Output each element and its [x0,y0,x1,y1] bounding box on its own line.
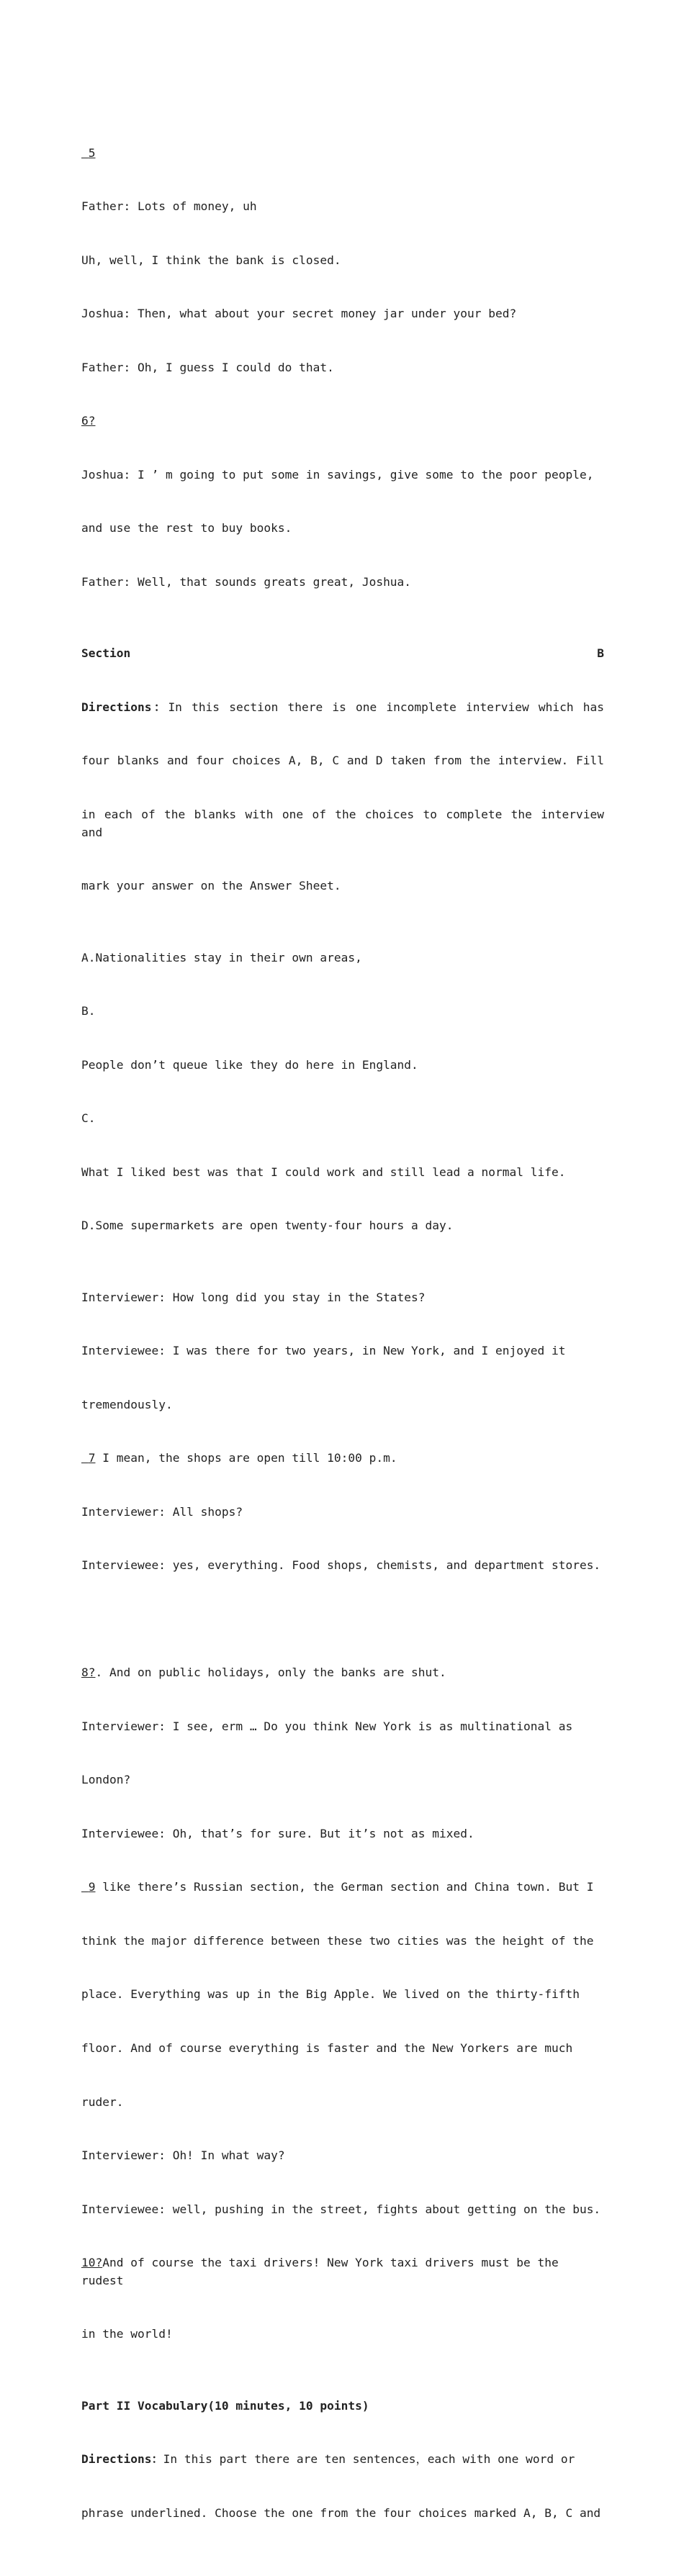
interview-text: like there’s Russian section, the German section and China town. But I [95,1880,594,1894]
blank-8: 8? [81,1666,96,1680]
dialogue-line: Father: Well, that sounds greats great, Joshua. [81,574,412,589]
directions-label: Directions： [81,2452,163,2467]
empty-line [81,1611,604,1629]
directions-line: mark your answer on the Answer Sheet. [81,879,341,893]
choice-b-label: B. [81,1004,96,1018]
part-2-directions [81,2451,604,2469]
interview-text: And of course the taxi drivers! New York taxi drivers must be the rudest [81,2256,566,2287]
blank-10: 10? [81,2256,103,2270]
blank-5-line [81,145,604,163]
blank-7: 7 [81,1451,96,1465]
interview-line [81,1879,604,1897]
choice-a: A.Nationalities stay in their own areas, [81,950,362,964]
interview-line: Interviewer: All shops? [81,1504,243,1519]
directions-paragraph [81,699,604,717]
choice-c: What I liked best was that I could work and still lead a normal life. [81,1165,566,1179]
directions-text: In this section there is one incomplete interview which has [168,700,604,714]
part-2-heading: Part II Vocabulary(10 minutes, 10 points) [81,2398,369,2413]
dialogue-line: Father: Lots of money, uh [81,199,257,214]
interview-line: place. Everything was up in the Big Apple. We lived on the thirty-fifth [81,1987,580,2002]
dialogue-line: Father: Oh, I guess I could do that. [81,360,334,374]
directions-text: In this part there are ten sentences，each with one word or [163,2452,575,2467]
interview-line: Interviewer: Oh! In what way? [81,2148,285,2163]
directions-label: Directions： [81,700,168,714]
document-body [81,91,611,2576]
interview-line [81,1664,604,1682]
dialogue-line: and use the rest to buy books. [81,521,292,535]
directions-line: in each of the blanks with one of the choices to complete the interview and [81,807,611,839]
dialogue-line: Joshua: I ’ m going to put some in savings, give some to the poor people, [81,467,594,482]
interview-line [81,1450,604,1468]
interview-line: Interviewer: I see, erm … Do you think New York is as multinational as [81,1719,573,1733]
directions-line: phrase underlined. Choose the one from the four choices marked A, B, C and [81,2505,601,2520]
blank-6-line [81,412,604,430]
section-heading-left: Section [81,646,131,661]
interview-text: . And on public holidays, only the banks are shut. [95,1666,446,1680]
interview-line: floor. And of course everything is faster and the New Yorkers are much [81,2041,573,2055]
blank-6: 6? [81,414,96,428]
interview-line: Interviewee: yes, everything. Food shops, chemists, and department stores. [81,1558,601,1573]
section-b-heading [81,645,604,663]
interview-line: ruder. [81,2094,124,2109]
blank-5: 5 [81,145,96,160]
interview-line: Interviewee: Oh, that’s for sure. But it’s not as mixed. [81,1826,474,1840]
choice-c-label: C. [81,1111,96,1126]
interview-line: think the major difference between these two cities was the height of the [81,1933,594,1948]
interview-line [81,2254,604,2290]
interview-line: Interviewee: I was there for two years, in New York, and I enjoyed it [81,1344,566,1358]
interview-line: Interviewer: How long did you stay in the States? [81,1290,426,1304]
blank-9: 9 [81,1880,96,1894]
interview-line: Interviewee: well, pushing in the street, fights about getting on the bus. [81,2202,601,2216]
choice-d: D.Some supermarkets are open twenty-four hours a day. [81,1219,454,1233]
interview-line: London? [81,1773,131,1787]
section-heading-right: B [597,646,604,661]
interview-text: I mean, the shops are open till 10:00 p.m. [95,1451,397,1465]
dialogue-line: Uh, well, I think the bank is closed. [81,253,341,267]
interview-line: in the world! [81,2327,173,2341]
interview-line: tremendously. [81,1397,173,1411]
dialogue-line: Joshua: Then, what about your secret money jar under your bed? [81,307,517,321]
directions-line: four blanks and four choices A, B, C and D taken from the interview. Fill [81,754,604,768]
choice-b: People don’t queue like they do here in England. [81,1057,418,1072]
